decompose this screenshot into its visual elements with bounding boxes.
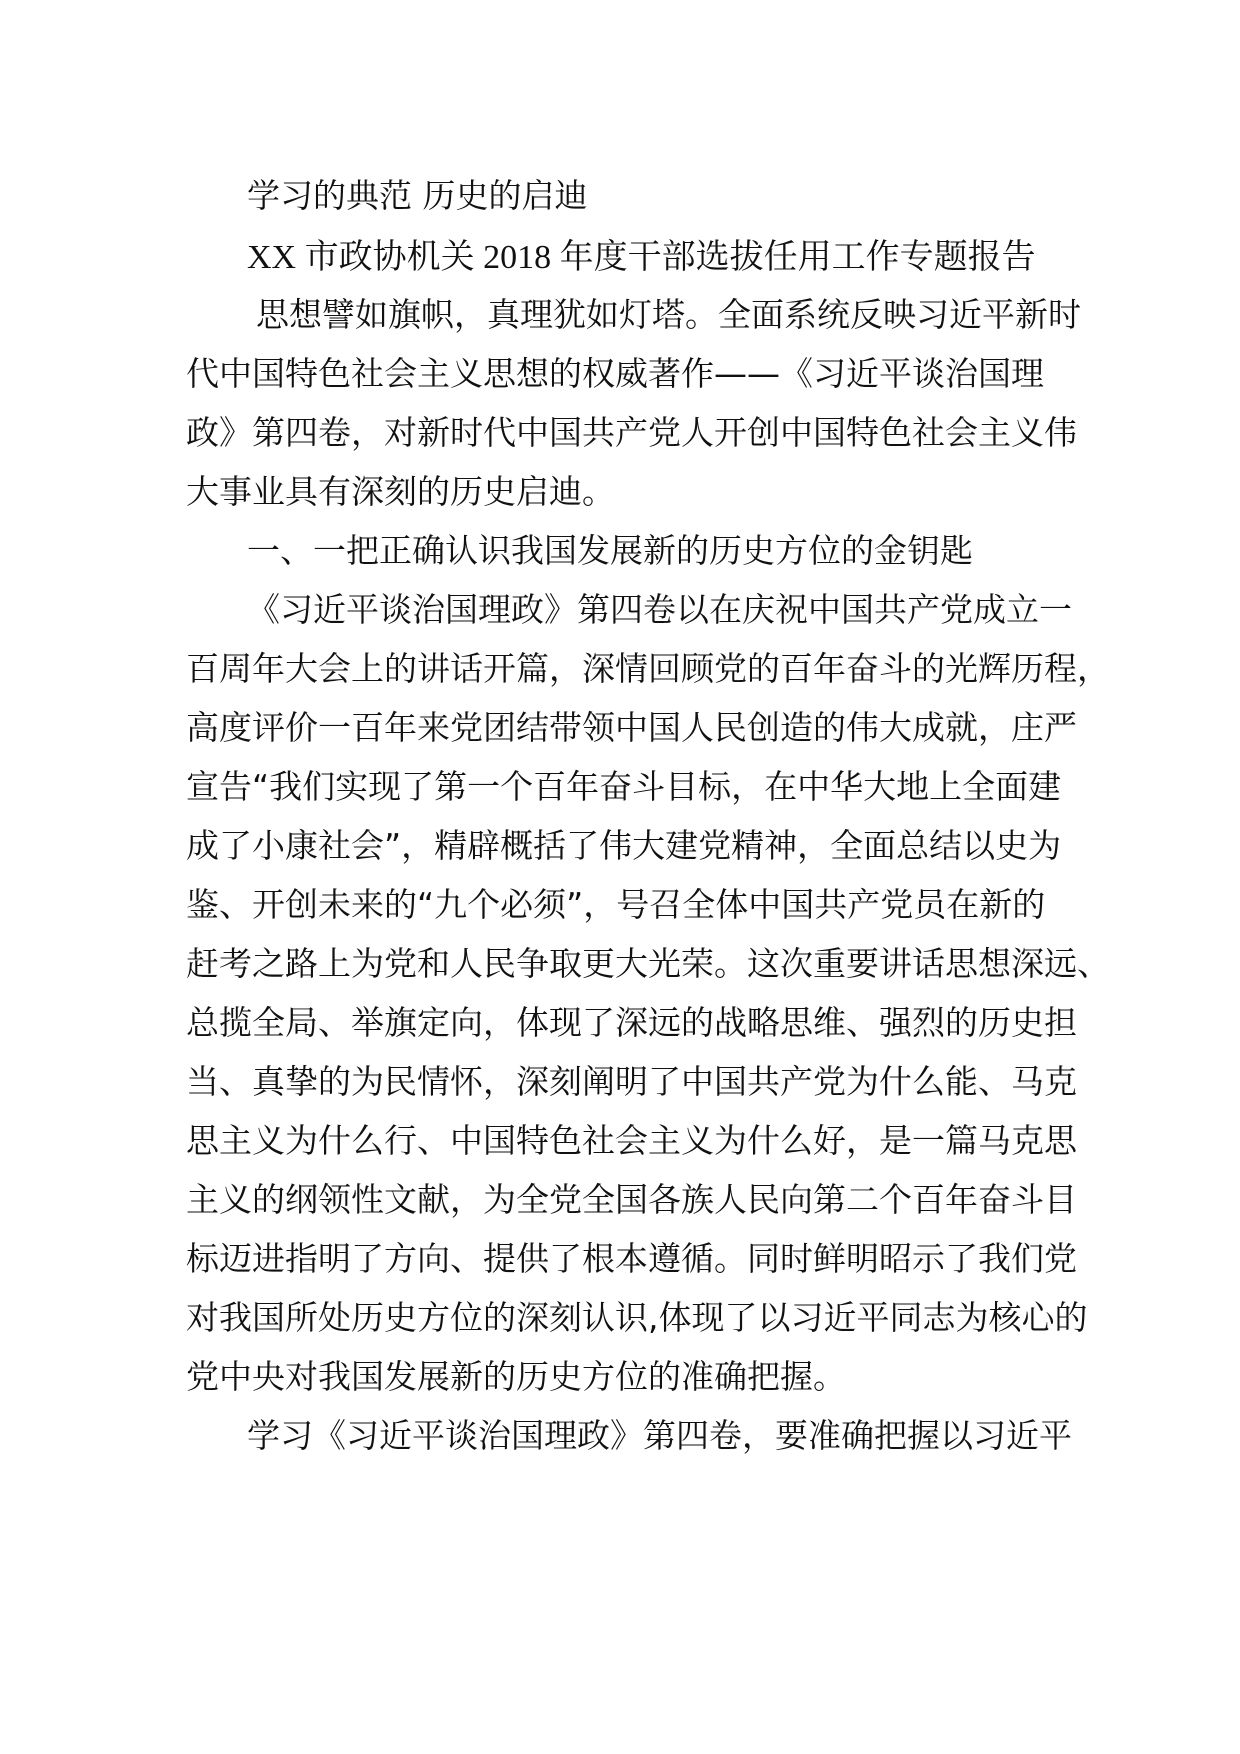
paragraph-line: 高度评价一百年来党团结带领中国人民创造的伟大成就，庄严	[186, 708, 1077, 747]
paragraph-line: 宣告“我们实现了第一个百年奋斗目标，在中华大地上全面建	[186, 767, 1062, 806]
paragraph-line: 思主义为什么行、中国特色社会主义为什么好，是一篇马克思	[186, 1121, 1077, 1160]
paragraph-line: 对我国所处历史方位的深刻认识,体现了以习近平同志为核心的	[186, 1298, 1088, 1337]
paragraph-line: 主义的纲领性文献，为全党全国各族人民向第二个百年奋斗目	[186, 1180, 1077, 1219]
paragraph-line: 大事业具有深刻的历史启迪。	[186, 472, 615, 511]
paragraph-line: 党中央对我国发展新的历史方位的准确把握。	[186, 1357, 846, 1396]
paragraph-line: 当、真挚的为民情怀，深刻阐明了中国共产党为什么能、马克	[186, 1062, 1077, 1101]
paragraph-line: 鉴、开创未来的“九个必须”，号召全体中国共产党员在新的	[186, 885, 1046, 924]
paragraph-line: 赶考之路上为党和人民争取更大光荣。这次重要讲话思想深远、	[186, 944, 1110, 983]
document-subtitle: XX 市政协机关 2018 年度干部选拔任用工作专题报告	[247, 239, 1036, 276]
paragraph-line: 百周年大会上的讲话开篇，深情回顾党的百年奋斗的光辉历程，	[186, 649, 1110, 688]
paragraph-line: 政》第四卷，对新时代中国共产党人开创中国特色社会主义伟	[186, 413, 1077, 452]
paragraph-line: 思想譬如旗帜，真理犹如灯塔。全面系统反映习近平新时	[256, 295, 1081, 334]
paragraph-line: 总揽全局、举旗定向，体现了深远的战略思维、强烈的历史担	[186, 1003, 1077, 1042]
paragraph-line: 《习近平谈治国理政》第四卷以在庆祝中国共产党成立一	[247, 590, 1072, 629]
document-title: 学习的典范 历史的启迪	[247, 176, 588, 215]
paragraph-line: 标迈进指明了方向、提供了根本遵循。同时鲜明昭示了我们党	[186, 1239, 1077, 1278]
paragraph-line: 学习《习近平谈治国理政》第四卷，要准确把握以习近平	[247, 1416, 1072, 1455]
paragraph-line: 成了小康社会”，精辟概括了伟大建党精神，全面总结以史为	[186, 826, 1062, 865]
paragraph-line: 代中国特色社会主义思想的权威著作——《习近平谈治国理	[186, 354, 1044, 393]
section-heading: 一、一把正确认识我国发展新的历史方位的金钥匙	[247, 531, 973, 570]
